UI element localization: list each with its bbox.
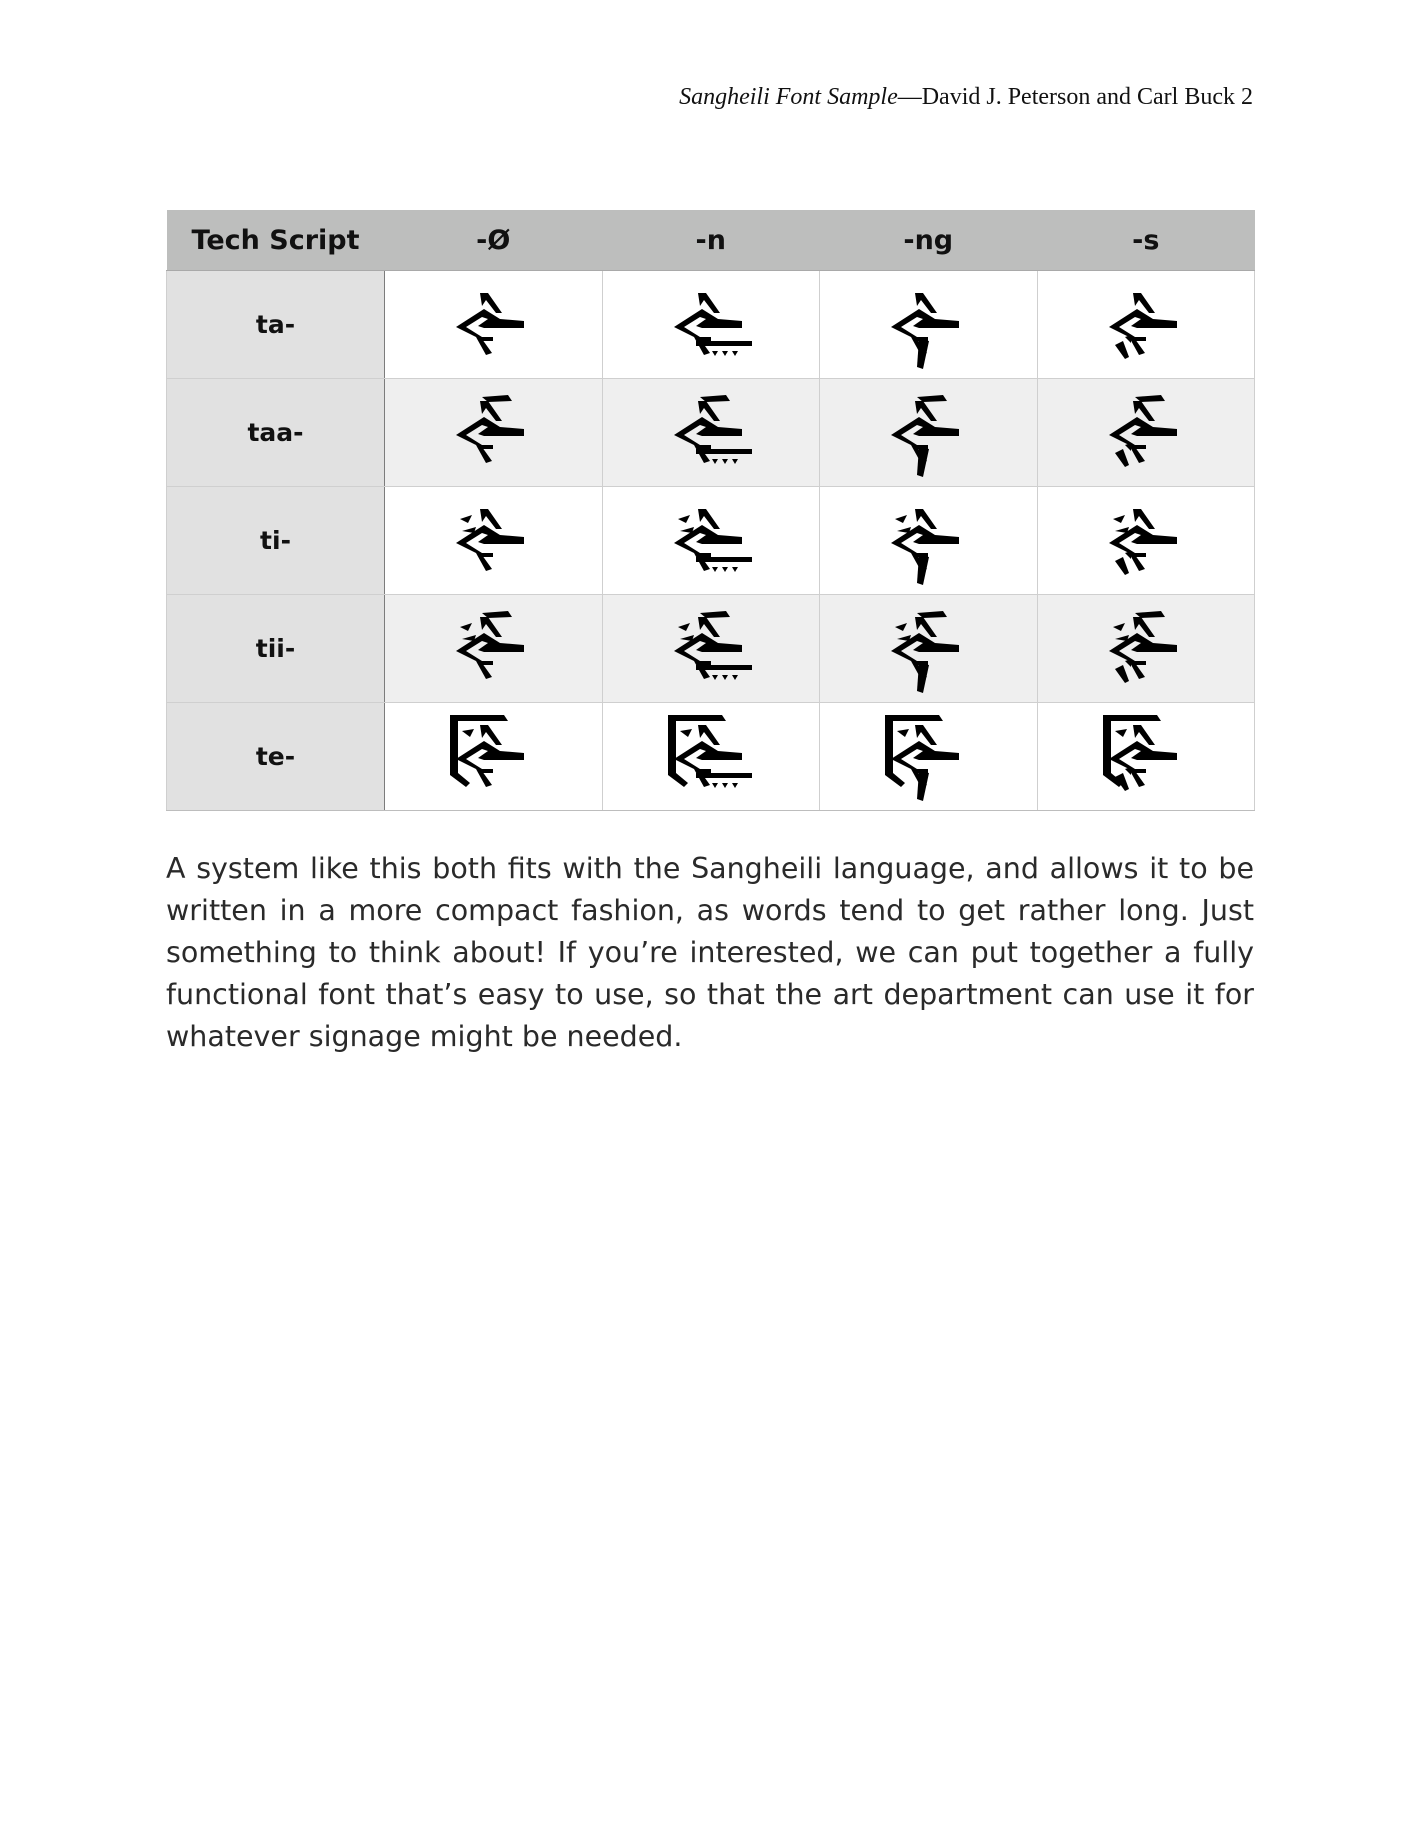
glyph-icon (1091, 383, 1201, 483)
body-paragraph: A system like this both fits with the Sangheili language, and allows it to be written in a more compact fashion, as words tend to get rather long. Just something to think about! If you’re interested, we can put together a fully functional font that’s easy to use, so that the art department can use it for whatever signage might be needed. (166, 852, 1254, 1053)
column-header: -n (602, 210, 820, 271)
glyph-icon (656, 383, 766, 483)
glyph-icon (1091, 599, 1201, 699)
glyph-cell (602, 271, 820, 379)
glyph-icon (656, 275, 766, 375)
glyph-icon (656, 491, 766, 591)
glyph-icon (873, 599, 983, 699)
table-row (167, 271, 1255, 379)
glyph-cell (1037, 487, 1255, 595)
corner-header: Tech Script (167, 210, 385, 271)
row-label: tii- (167, 595, 385, 703)
glyph-cell (1037, 703, 1255, 811)
glyph-icon (1091, 491, 1201, 591)
glyph-cell (385, 379, 603, 487)
glyph-cell (602, 595, 820, 703)
glyph-cell (385, 595, 603, 703)
glyph-cell (385, 271, 603, 379)
glyph-icon (438, 491, 548, 591)
glyph-cell (1037, 595, 1255, 703)
table-row (167, 595, 1255, 703)
glyph-table (166, 210, 1255, 811)
table-row (167, 487, 1255, 595)
column-header: -ng (820, 210, 1038, 271)
glyph-icon (438, 275, 548, 375)
glyph-icon (1091, 275, 1201, 375)
page-number: 2 (1241, 84, 1253, 110)
row-label: taa- (167, 379, 385, 487)
table-row (167, 703, 1255, 811)
glyph-cell (602, 379, 820, 487)
column-header: -s (1037, 210, 1255, 271)
glyph-cell (820, 703, 1038, 811)
glyph-cell (820, 379, 1038, 487)
row-label: ti- (167, 487, 385, 595)
glyph-icon (438, 707, 548, 807)
running-header (679, 84, 1253, 111)
glyph-icon (656, 707, 766, 807)
table-row (167, 379, 1255, 487)
glyph-cell (1037, 271, 1255, 379)
glyph-cell (820, 271, 1038, 379)
glyph-cell (820, 595, 1038, 703)
glyph-icon (873, 275, 983, 375)
glyph-cell (602, 703, 820, 811)
glyph-icon (873, 383, 983, 483)
glyph-cell (820, 487, 1038, 595)
glyph-icon (438, 383, 548, 483)
document-title: Sangheili Font Sample (679, 84, 898, 110)
column-header: -Ø (385, 210, 603, 271)
glyph-cell (602, 487, 820, 595)
table-header-row (167, 210, 1255, 271)
glyph-icon (438, 599, 548, 699)
row-label: ta- (167, 271, 385, 379)
glyph-cell (385, 487, 603, 595)
glyph-icon (1091, 707, 1201, 807)
glyph-icon (873, 707, 983, 807)
glyph-cell (1037, 379, 1255, 487)
authors: —David J. Peterson and Carl Buck (897, 84, 1235, 110)
row-label: te- (167, 703, 385, 811)
glyph-icon (656, 599, 766, 699)
glyph-cell (385, 703, 603, 811)
glyph-icon (873, 491, 983, 591)
